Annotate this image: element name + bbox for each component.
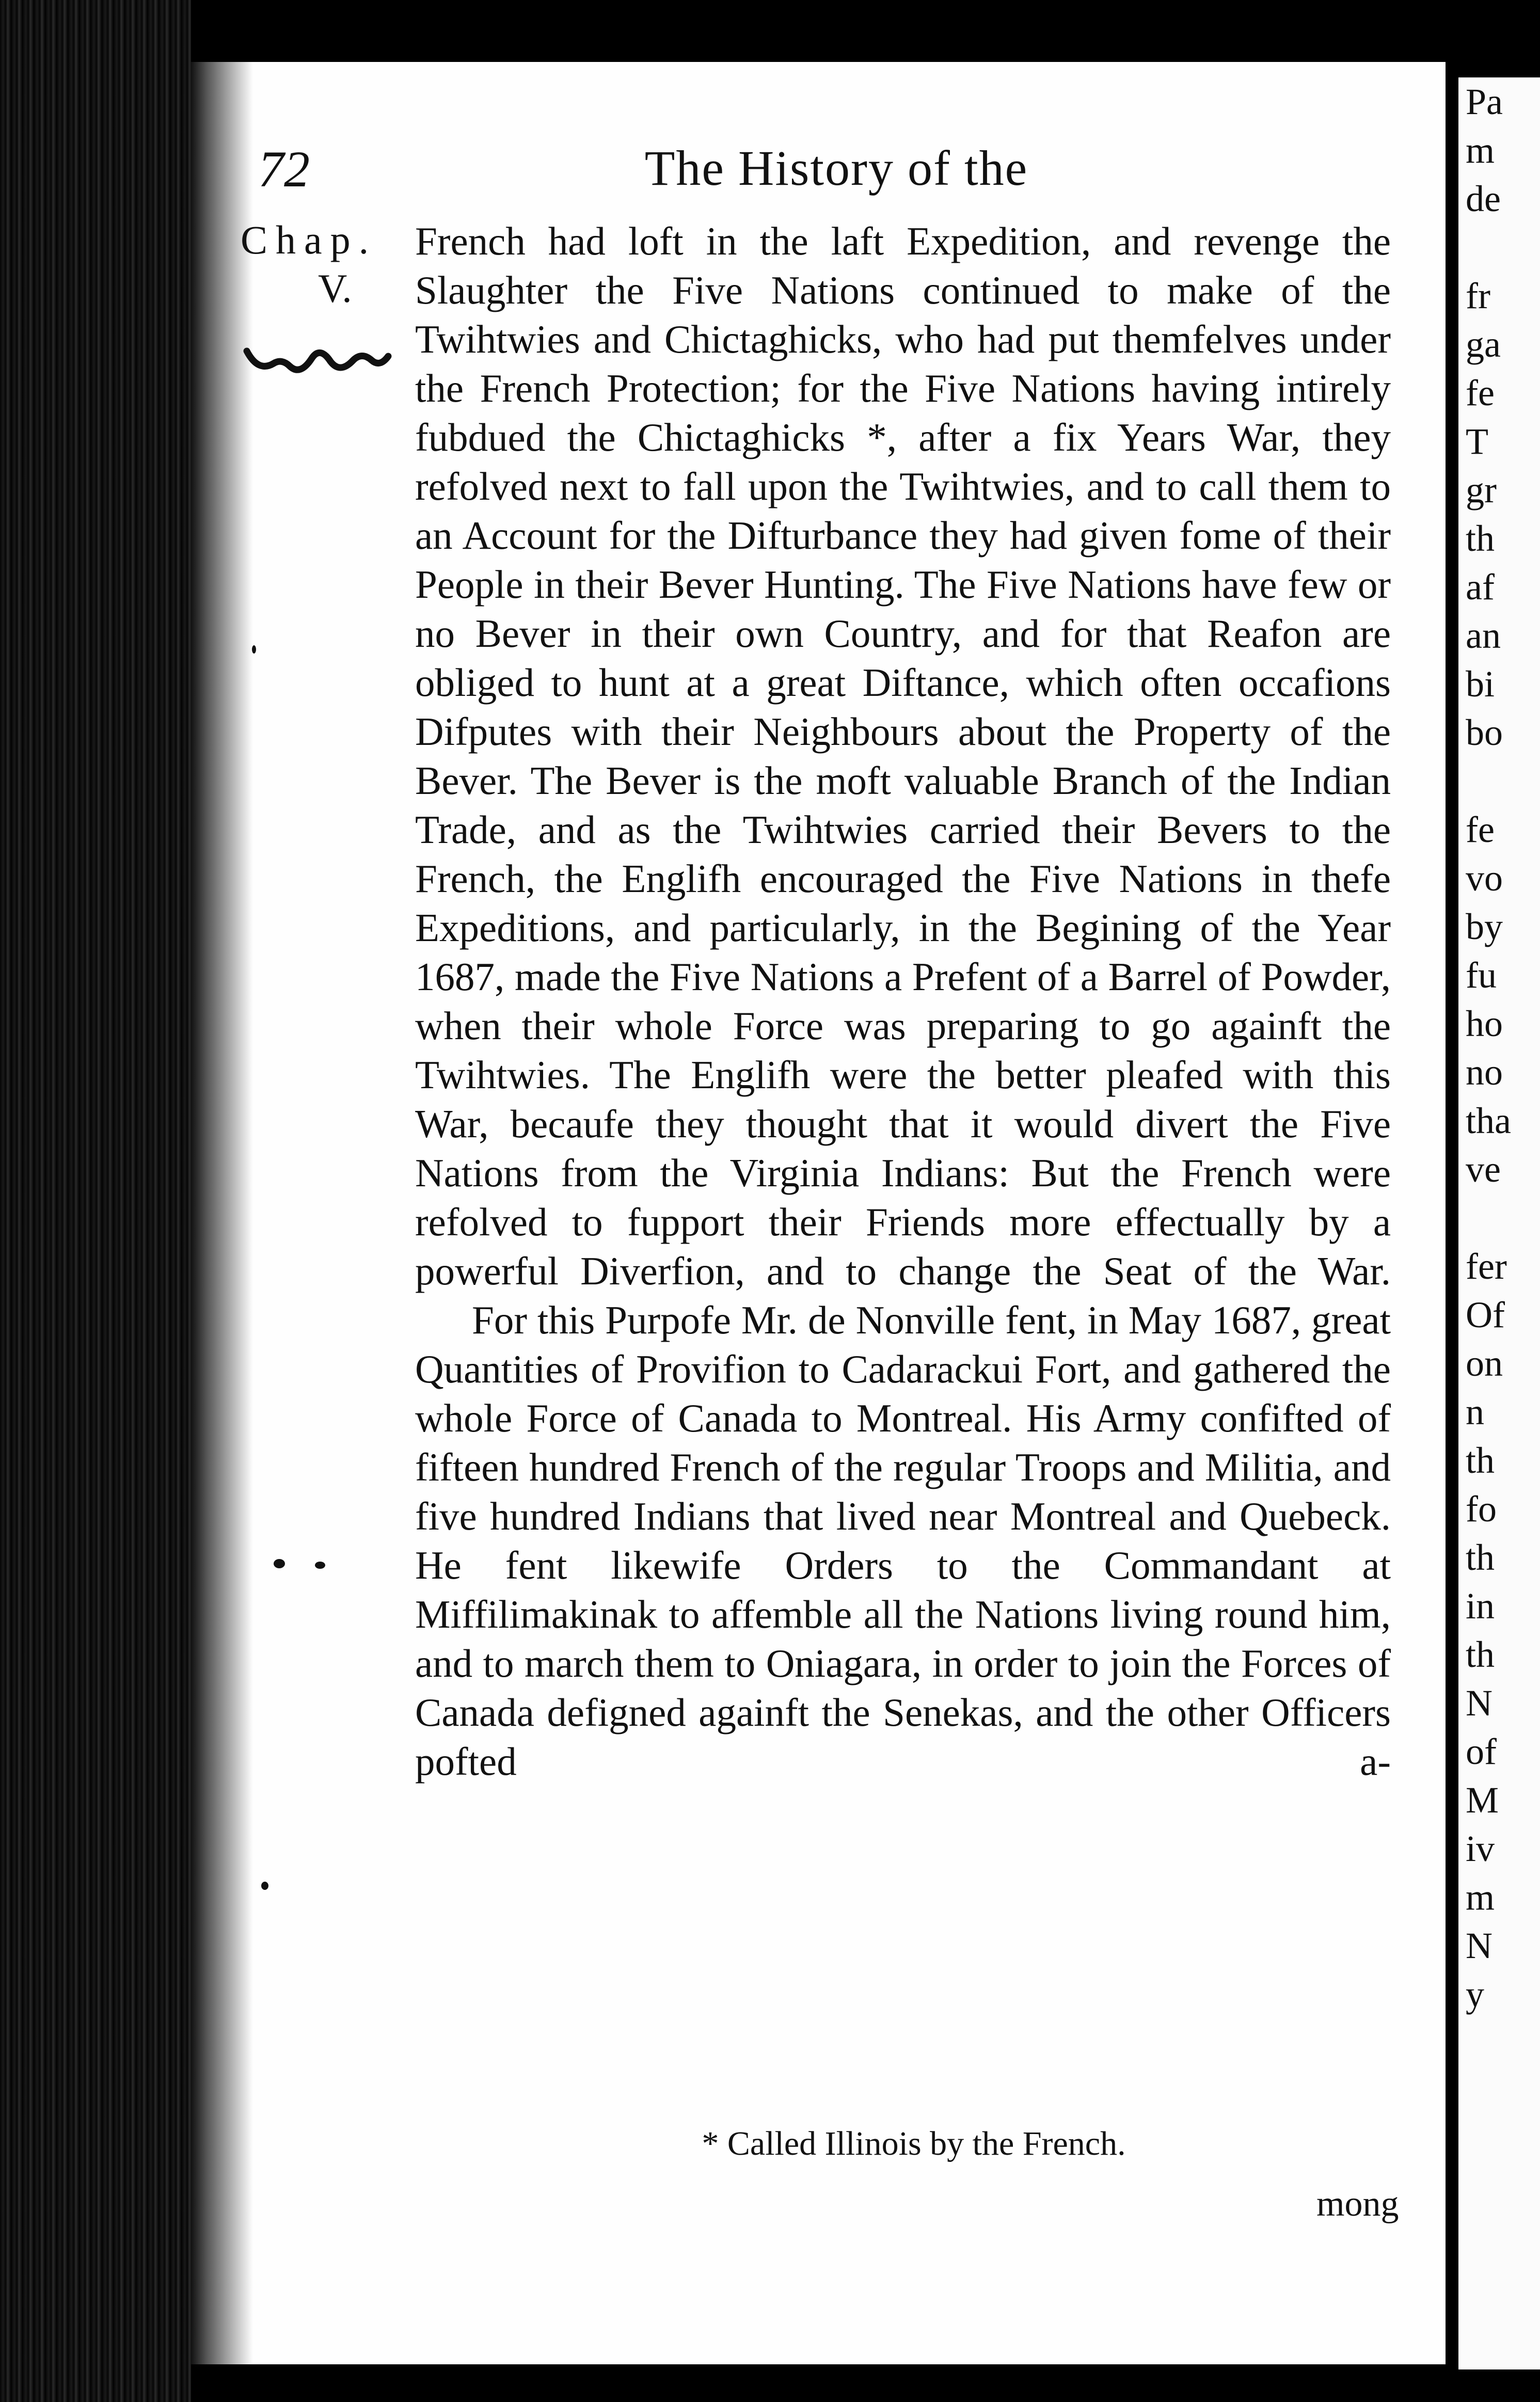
adjacent-page-fragment: fe (1466, 372, 1495, 413)
ink-speck (274, 1559, 285, 1568)
adjacent-page-fragment: de (1466, 178, 1501, 219)
adjacent-page-fragment (1466, 1194, 1511, 1242)
adjacent-page-fragment: in (1466, 1585, 1495, 1627)
ink-speck (252, 645, 256, 654)
adjacent-page-fragment: bo (1466, 712, 1503, 753)
adjacent-page-fragment: fer (1466, 1246, 1507, 1287)
page-number: 72 (258, 140, 310, 198)
adjacent-page-fragment (1466, 757, 1511, 805)
adjacent-page-fragment (1466, 223, 1511, 272)
adjacent-page-fragment: bi (1466, 663, 1495, 705)
ink-speck (261, 1882, 268, 1890)
body-text (415, 217, 1391, 1786)
adjacent-page-fragment: fu (1466, 955, 1497, 996)
ornament-icon (243, 341, 392, 382)
adjacent-page-fragment: th (1466, 518, 1495, 559)
adjacent-page-fragment: y (1466, 1974, 1484, 2015)
adjacent-page-fragment: gr (1466, 469, 1497, 511)
adjacent-page-fragment: m (1466, 130, 1495, 171)
adjacent-page-fragment: tha (1466, 1100, 1511, 1141)
adjacent-page-fragment: fe (1466, 809, 1495, 850)
running-head (191, 134, 1446, 206)
adjacent-page-fragment: ho (1466, 1003, 1503, 1044)
adjacent-page-fragment: iv (1466, 1828, 1495, 1869)
chapter-marginal-note (241, 217, 385, 312)
paragraph-1: French had loft in the laft Expedition, and revenge the Slaughter the Five Nations continued to make of the Twihtwies and Chictaghicks, who had put themfelves under the French Protection; for the Five Nations having intirely fubdued the Chictaghicks *, after a fix Years War, they refolved next to fall upon the Twihtwies, and to call them to an Account for the Difturbance they had given fome of their People in their Bever Hunting. The Five Nations have few or no Bever in their own Country, and for that Reafon are obliged to hunt at a great Diftance, which often occafions Difputes with their Neighbours about the Property of the Bever. The Bever is the moft valuable Branch of the Indian Trade, and as the Twihtwies carried their Bevers to the French, the Englifh encouraged the Five Nations in thefe Expeditions, and particularly, in the Begining of the Year 1687, made the Five Nations a Prefent of a Barrel of Powder, when their whole Force was preparing to go againft the Twihtwies. The Englifh were the better pleafed with this War, becaufe they thought that it would divert the Five Nations from the Virginia Indians: But the French were refolved to fupport their Friends more effectually by a powerful Diverfion, and to change the Seat of the War. (415, 219, 1391, 1293)
running-title: The History of the (644, 140, 1028, 196)
catchword: mong (1316, 2184, 1399, 2224)
chapter-number: V. (318, 266, 352, 311)
adjacent-page-fragment: ga (1466, 324, 1501, 365)
adjacent-page-fragment: af (1466, 566, 1495, 608)
adjacent-page-edge (1458, 77, 1540, 2369)
adjacent-page-fragment: Pa (1466, 81, 1503, 122)
adjacent-page-fragment: no (1466, 1052, 1503, 1093)
ink-speck (315, 1562, 325, 1569)
adjacent-page-fragment: M (1466, 1779, 1499, 1821)
adjacent-page-fragment: Of (1466, 1294, 1505, 1335)
adjacent-page-fragment: fo (1466, 1488, 1497, 1530)
chapter-label: Chap. (241, 217, 377, 262)
adjacent-page-fragment: N (1466, 1925, 1493, 1966)
paragraph-2: For this Purpofe Mr. de Nonville fent, in May 1687, great Quantities of Provifion to Cadarackui Fort, and gathered the whole Force of Canada to Montreal. His Army confifted of fifteen hundred French of the regular Troops and Militia, and five hundred Indians that lived near Montreal and Quebeck. He fent likewife Orders to the Commandant at Miffilimakinak to affemble all the Nations living round him, and to march them to Oniagara, in order to join the Forces of Canada defigned againft the Senekas, and the other Officers pofted a- (415, 1298, 1391, 1784)
adjacent-page-fragment: ve (1466, 1149, 1501, 1190)
adjacent-page-fragment: vo (1466, 857, 1503, 899)
book-page (191, 62, 1446, 2364)
adjacent-page-fragment: of (1466, 1731, 1497, 1772)
adjacent-page-fragment: th (1466, 1537, 1495, 1578)
adjacent-page-fragment: on (1466, 1343, 1503, 1384)
footnote: * Called Illinois by the French. (702, 2125, 1126, 2162)
adjacent-page-fragment: fr (1466, 275, 1490, 316)
adjacent-page-fragment: th (1466, 1634, 1495, 1675)
adjacent-page-fragment: m (1466, 1876, 1495, 1918)
adjacent-page-fragments (1466, 77, 1511, 2018)
adjacent-page-fragment: T (1466, 421, 1488, 462)
adjacent-page-fragment: n (1466, 1391, 1484, 1433)
adjacent-page-fragment: th (1466, 1440, 1495, 1481)
book-edge (0, 0, 191, 2402)
adjacent-page-fragment: by (1466, 906, 1503, 947)
adjacent-page-fragment: N (1466, 1682, 1493, 1724)
gutter-shadow (191, 62, 253, 2364)
adjacent-page-fragment: an (1466, 615, 1501, 656)
